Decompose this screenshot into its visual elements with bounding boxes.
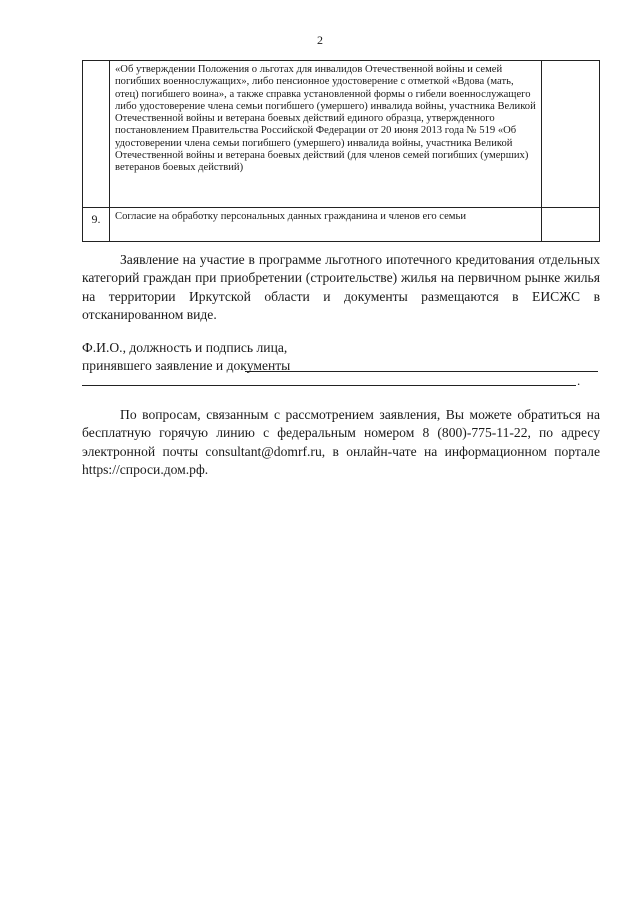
row-number xyxy=(83,61,110,208)
table-row xyxy=(83,208,600,242)
row-text: Согласие на обработку персональных данных гражданина и членов его семьи xyxy=(110,208,542,242)
signature-label-line-2: принявшего заявление и документы xyxy=(82,358,291,373)
page-number: 2 xyxy=(317,33,323,47)
submission-paragraph: Заявление на участие в программе льготного ипотечного кредитования отдельных категорий граждан при приобретении (строительстве) жилья на первичном рынке жилья на территории Иркутской области и документы размещаются в ЕИСЖС в отсканированном виде. xyxy=(82,252,600,323)
row-number: 9. xyxy=(83,208,110,242)
row-extra xyxy=(542,61,600,208)
contact-paragraph: По вопросам, связанным с рассмотрением заявления, Вы можете обратиться на бесплатную горячую линию с федеральным номером 8 (800)-775-11-22, по адресу электронной почты consultant@domrf.ru, в онлайн-чате на информационном портале https://спроси.дом.рф. xyxy=(82,407,600,478)
table-row xyxy=(83,61,600,208)
signature-label-line-1: Ф.И.О., должность и подпись лица, xyxy=(82,340,288,355)
signature-field-line-2 xyxy=(82,385,576,386)
signature-end-mark: . xyxy=(577,373,581,388)
signature-field-line xyxy=(245,371,598,372)
documents-table xyxy=(82,60,600,242)
row-text: «Об утверждении Положения о льготах для инвалидов Отечественной войны и семей погибших военнослужащих», либо пенсионное удостоверение с отметкой «Вдова (мать, отец) погибшего воина», а также справка установленной формы о гибели военнослужащего либо удостоверение члена семьи погибшего (умершего) инвалида войны, участника Великой Отечественной войны и ветерана боевых действий единого образца, утвержденного постановлением Правительства Российской Федерации от 20 июня 2013 года № 519 «Об удостоверении члена семьи погибшего (умершего) инвалида войны, участника Великой Отечественной войны и ветерана боевых действий (для членов семей погибших (умерших) ветеранов боевых действий) xyxy=(110,61,542,208)
row-extra xyxy=(542,208,600,242)
